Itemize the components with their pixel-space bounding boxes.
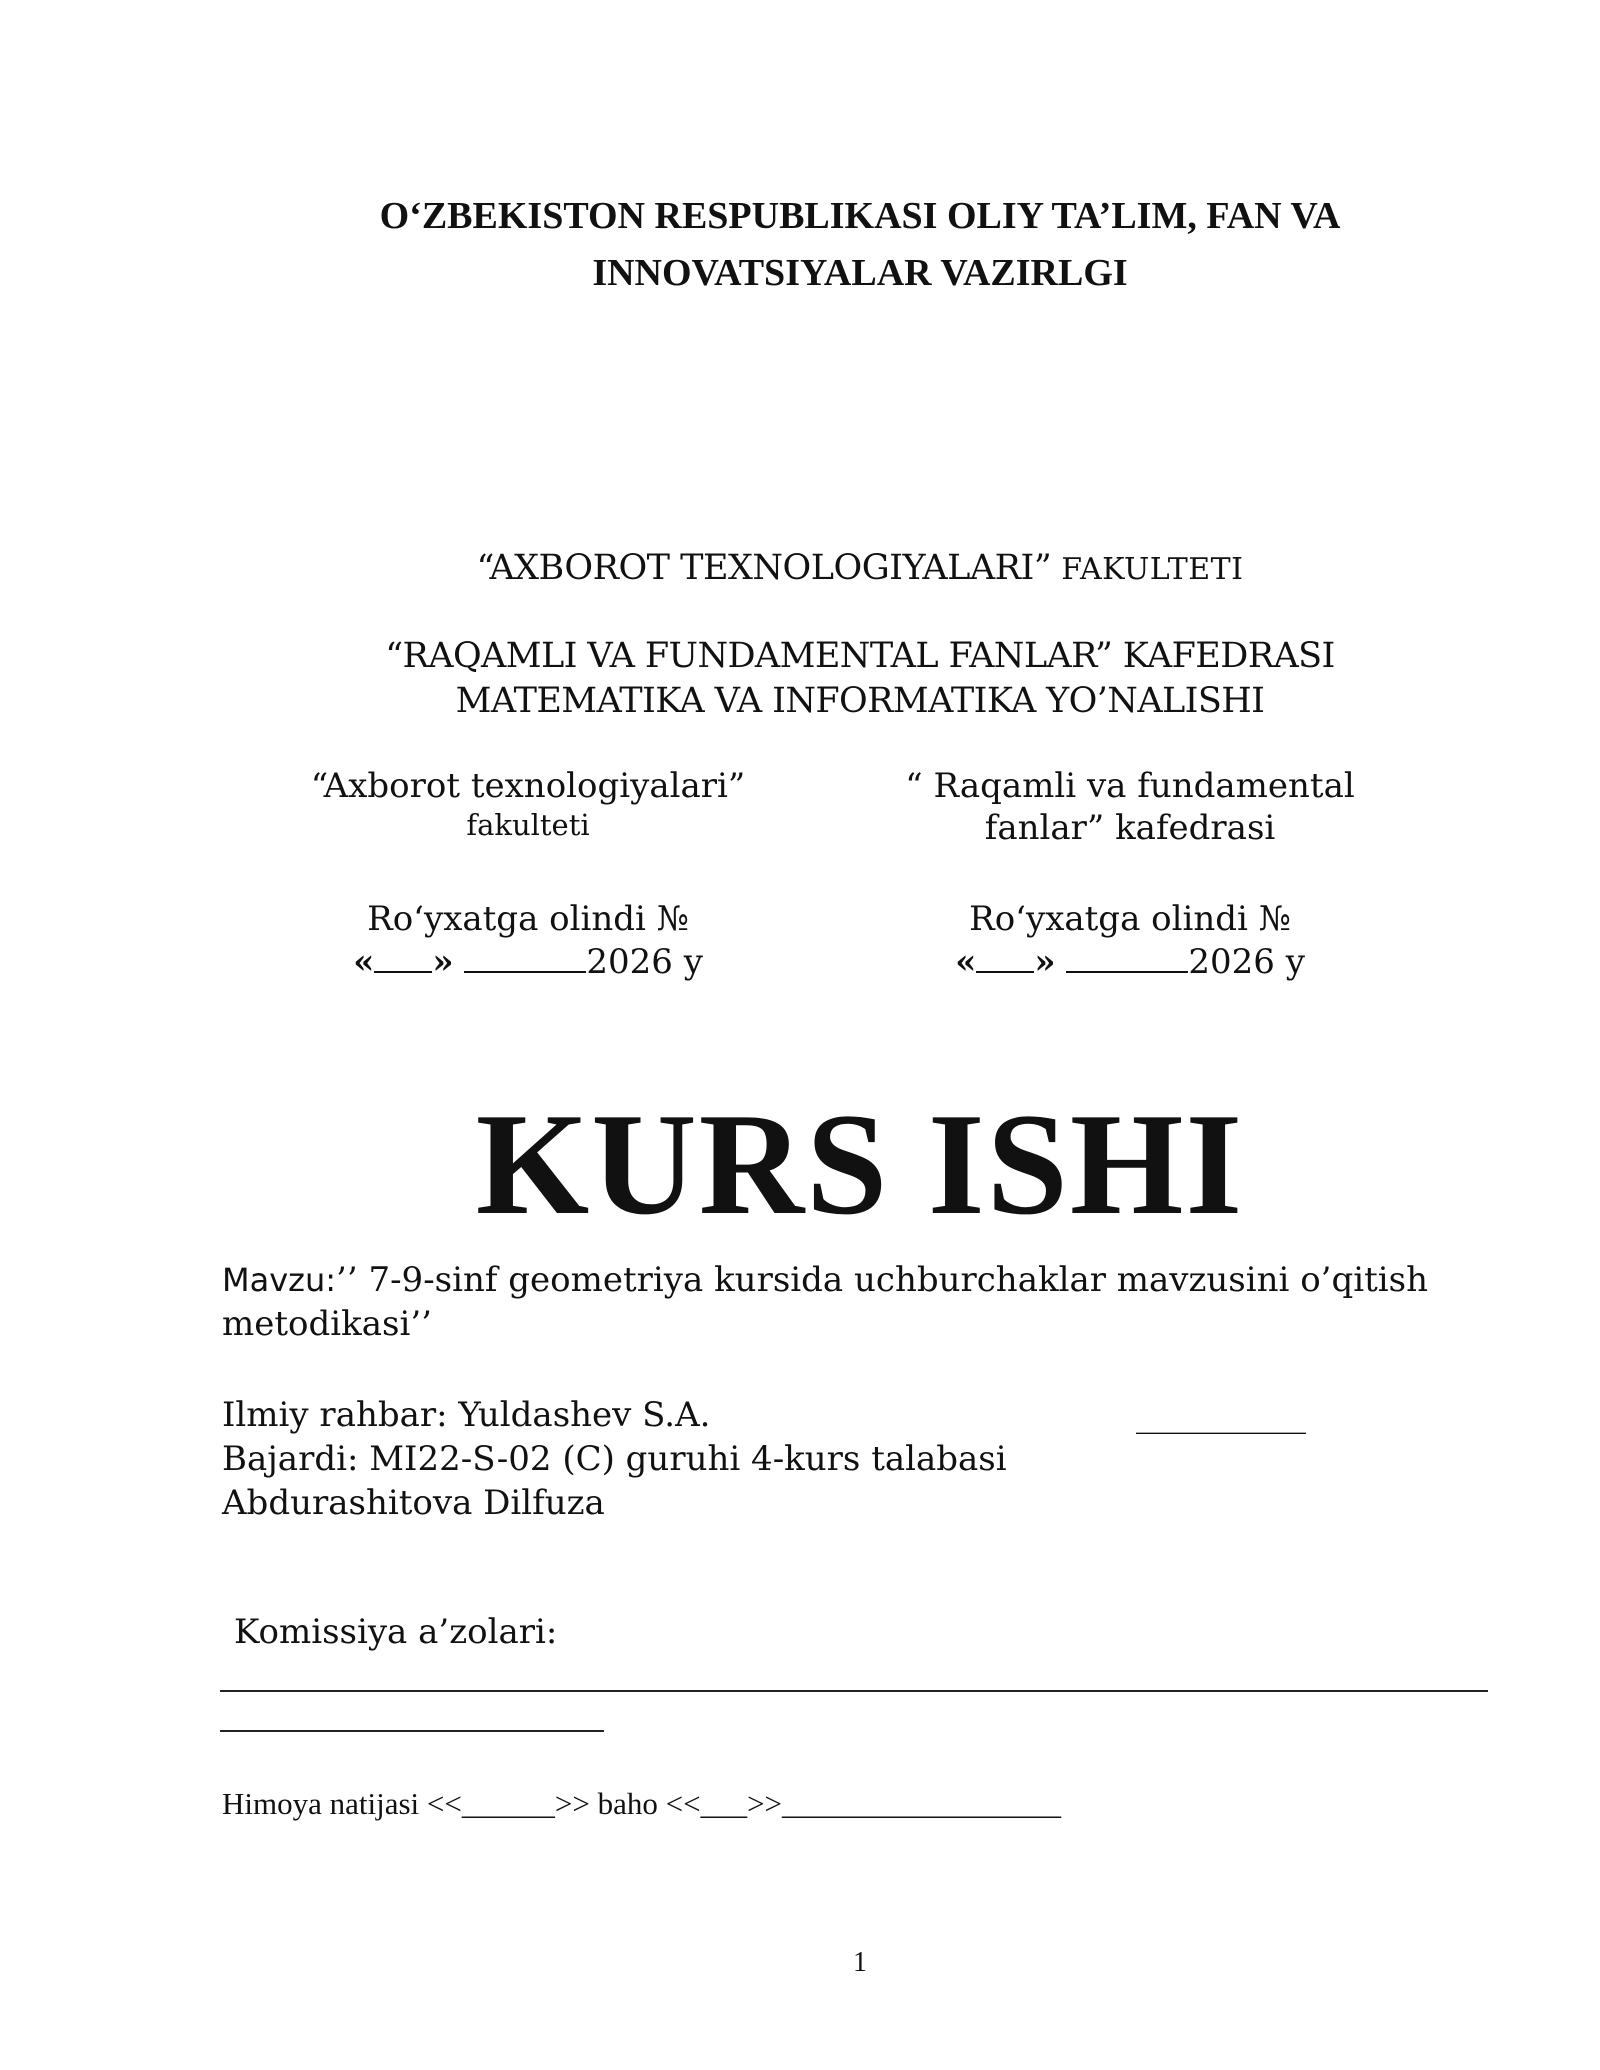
quote-close: » [432, 942, 454, 982]
document-title: KURS ISHI [475, 1083, 1245, 1245]
faculty-name: “AXBOROT TEXNOLOGIYALARI” [476, 548, 1052, 588]
supervisor: Ilmiy rahbar: Yuldashev S.A. [222, 1395, 711, 1435]
reg-right-line-1: “ Raqamli va fundamental [905, 766, 1355, 806]
topic-label: Mavzu: [222, 1261, 337, 1299]
faculty-suffix: FAKULTETI [1051, 552, 1244, 587]
ministry-heading [0, 188, 1600, 302]
reg-left-label: Ro‘yxatga olindi № [367, 899, 689, 939]
student-name: Abdurashitova Dilfuza [222, 1483, 605, 1523]
month-blank [464, 941, 586, 973]
day-blank [976, 941, 1034, 973]
year-text: 2026 y [586, 942, 703, 982]
day-blank [374, 941, 432, 973]
reg-right-date [866, 940, 1394, 984]
signature-line: __________ [1136, 1395, 1306, 1435]
topic-text: ’’ 7-9-sinf geometriya kursida uchburchaklar mavzusini o’qitish metodikasi’’ [222, 1260, 1428, 1344]
quote-open: « [955, 942, 977, 982]
reg-left-line-1: “Axborot texnologiyalari” [310, 766, 746, 806]
performed-by: Bajardi: MI22-S-02 (C) guruhi 4-kurs talabasi [222, 1439, 1007, 1479]
commission-line-1 [220, 1690, 1488, 1692]
commission-line-2 [220, 1730, 604, 1732]
reg-left-line-2: fakulteti [466, 808, 590, 842]
month-blank [1066, 941, 1188, 973]
page-number: 1 [853, 1947, 867, 1978]
department-line-2: MATEMATIKA VA INFORMATIKA YO’NALISHI [455, 681, 1265, 721]
year-text: 2026 y [1188, 942, 1305, 982]
quote-open: « [353, 942, 375, 982]
department-line-1: “RAQAMLI VA FUNDAMENTAL FANLAR” KAFEDRASI [385, 636, 1335, 676]
reg-right-line-2: fanlar” kafedrasi [984, 808, 1276, 848]
reg-right-label: Ro‘yxatga olindi № [969, 899, 1291, 939]
reg-left-date [264, 940, 792, 984]
ministry-line-1: O‘ZBEKISTON RESPUBLIKASI OLIY TA’LIM, FAN VA [379, 195, 1341, 237]
defense-result: Himoya natijasi <<______>> baho <<___>>__________________ [222, 1786, 1062, 1821]
commission-label: Komissiya a’zolari: [234, 1612, 558, 1652]
ministry-line-2: INNOVATSIYALAR VAZIRLGI [592, 252, 1128, 294]
quote-close: » [1034, 942, 1056, 982]
topic [222, 1258, 1442, 1346]
faculty-heading [0, 546, 1600, 592]
department-heading [0, 634, 1600, 724]
